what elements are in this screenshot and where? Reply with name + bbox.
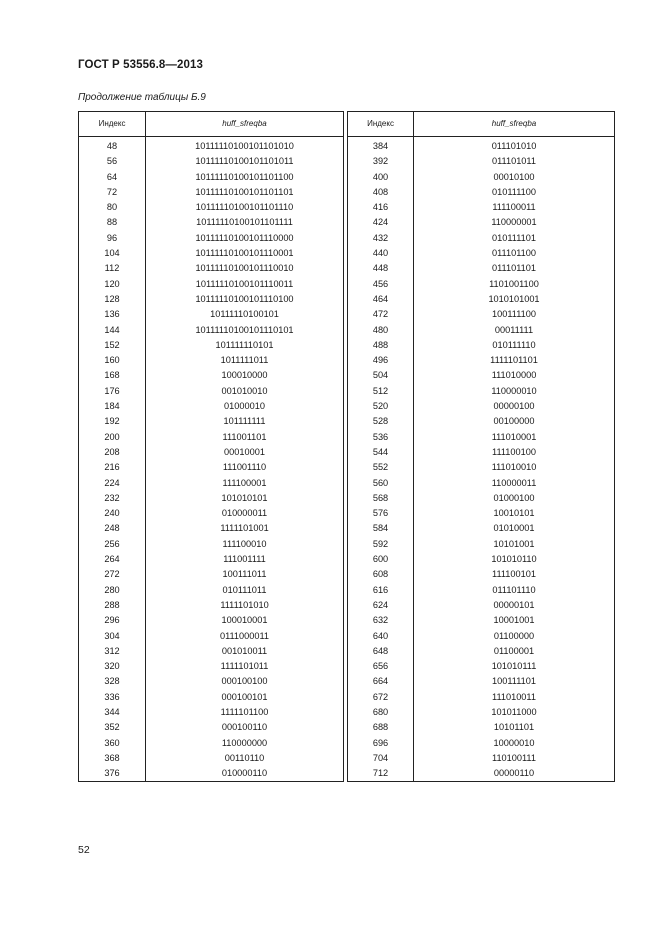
- table-row: [79, 613, 344, 628]
- index-cell: 592: [348, 537, 414, 552]
- table-row: [348, 246, 615, 261]
- index-cell: 224: [79, 476, 146, 491]
- index-cell: 192: [79, 414, 146, 429]
- index-cell: 448: [348, 261, 414, 276]
- index-cell: 216: [79, 460, 146, 475]
- index-cell: 56: [79, 154, 146, 169]
- table-row: [348, 170, 615, 185]
- code-cell: 101010101: [146, 491, 344, 506]
- index-cell: 120: [79, 277, 146, 292]
- table-row: [79, 567, 344, 582]
- index-cell: 600: [348, 552, 414, 567]
- table-row: [348, 368, 615, 383]
- table-row: [79, 445, 344, 460]
- code-cell: 1111101100: [146, 705, 344, 720]
- table-row: [348, 491, 615, 506]
- table-row: [79, 521, 344, 536]
- page-number: 52: [78, 844, 90, 856]
- index-cell: 688: [348, 720, 414, 735]
- table-row: [348, 414, 615, 429]
- code-cell: 00000101: [414, 598, 615, 613]
- code-cell: 1011111011: [146, 353, 344, 368]
- code-cell: 010111100: [414, 185, 615, 200]
- index-cell: 304: [79, 629, 146, 644]
- code-cell: 111010011: [414, 690, 615, 705]
- index-cell: 320: [79, 659, 146, 674]
- table-row: [79, 185, 344, 200]
- index-cell: 160: [79, 353, 146, 368]
- index-cell: 472: [348, 307, 414, 322]
- code-cell: 1111101010: [146, 598, 344, 613]
- table-row: [79, 736, 344, 751]
- table-row: [79, 720, 344, 735]
- code-cell: 10101101: [414, 720, 615, 735]
- index-cell: 272: [79, 567, 146, 582]
- table-row: [79, 430, 344, 445]
- code-cell: 10111110100101110000: [146, 231, 344, 246]
- index-cell: 512: [348, 384, 414, 399]
- code-cell: 101111110101: [146, 338, 344, 353]
- index-cell: 432: [348, 231, 414, 246]
- index-cell: 72: [79, 185, 146, 200]
- index-cell: 328: [79, 674, 146, 689]
- code-cell: 111010000: [414, 368, 615, 383]
- index-cell: 608: [348, 567, 414, 582]
- code-cell: 10111110100101101011: [146, 154, 344, 169]
- code-cell: 000100100: [146, 674, 344, 689]
- code-cell: 10101001: [414, 537, 615, 552]
- index-cell: 104: [79, 246, 146, 261]
- table-row: [79, 552, 344, 567]
- code-cell: 1111101011: [146, 659, 344, 674]
- index-cell: 368: [79, 751, 146, 766]
- index-cell: 520: [348, 399, 414, 414]
- code-cell: 001010011: [146, 644, 344, 659]
- table-row: [79, 338, 344, 353]
- code-cell: 1101001100: [414, 277, 615, 292]
- table-row: [348, 231, 615, 246]
- code-cell: 10111110100101110100: [146, 292, 344, 307]
- table-row: [79, 476, 344, 491]
- index-cell: 488: [348, 338, 414, 353]
- index-cell: 664: [348, 674, 414, 689]
- table-row: [348, 353, 615, 368]
- table-row: [348, 674, 615, 689]
- code-column-header: huff_sfreqba: [146, 112, 344, 137]
- code-cell: 00110110: [146, 751, 344, 766]
- code-cell: 01000010: [146, 399, 344, 414]
- table-row: [79, 659, 344, 674]
- table-row: [348, 598, 615, 613]
- code-cell: 111001101: [146, 430, 344, 445]
- table-row: [348, 705, 615, 720]
- table-row: [348, 751, 615, 766]
- index-cell: 392: [348, 154, 414, 169]
- index-cell: 80: [79, 200, 146, 215]
- table-row: [79, 690, 344, 705]
- index-cell: 344: [79, 705, 146, 720]
- code-cell: 010111110: [414, 338, 615, 353]
- table-row: [79, 399, 344, 414]
- index-cell: 704: [348, 751, 414, 766]
- code-cell: 100010001: [146, 613, 344, 628]
- index-cell: 648: [348, 644, 414, 659]
- table-row: [79, 277, 344, 292]
- index-cell: 312: [79, 644, 146, 659]
- index-cell: 456: [348, 277, 414, 292]
- table-row: [79, 598, 344, 613]
- code-cell: 011101101: [414, 261, 615, 276]
- code-cell: 01010001: [414, 521, 615, 536]
- table-row: [348, 766, 615, 782]
- table-row: [79, 414, 344, 429]
- code-cell: 10111110100101110101: [146, 323, 344, 338]
- code-cell: 110000001: [414, 215, 615, 230]
- index-cell: 480: [348, 323, 414, 338]
- table-caption: Продолжение таблицы Б.9: [78, 92, 206, 103]
- code-cell: 10111110100101101110: [146, 200, 344, 215]
- code-cell: 011101010: [414, 137, 615, 155]
- table-row: [79, 368, 344, 383]
- index-cell: 144: [79, 323, 146, 338]
- table-row: [79, 231, 344, 246]
- code-cell: 10001001: [414, 613, 615, 628]
- table-row: [348, 338, 615, 353]
- table-row: [79, 460, 344, 475]
- index-cell: 616: [348, 583, 414, 598]
- index-cell: 248: [79, 521, 146, 536]
- index-cell: 232: [79, 491, 146, 506]
- table-row: [348, 659, 615, 674]
- index-cell: 496: [348, 353, 414, 368]
- code-cell: 100010000: [146, 368, 344, 383]
- code-cell: 1111101101: [414, 353, 615, 368]
- table-row: [348, 552, 615, 567]
- code-cell: 111001111: [146, 552, 344, 567]
- code-cell: 0111000011: [146, 629, 344, 644]
- table-header-row: [79, 112, 344, 137]
- code-cell: 011101100: [414, 246, 615, 261]
- code-cell: 100111011: [146, 567, 344, 582]
- code-cell: 10010101: [414, 506, 615, 521]
- index-cell: 96: [79, 231, 146, 246]
- index-column-header: Индекс: [348, 112, 414, 137]
- index-cell: 208: [79, 445, 146, 460]
- index-cell: 400: [348, 170, 414, 185]
- table-row: [348, 736, 615, 751]
- code-cell: 00100000: [414, 414, 615, 429]
- code-cell: 101010111: [414, 659, 615, 674]
- table-row: [348, 460, 615, 475]
- code-cell: 111100011: [414, 200, 615, 215]
- table-row: [348, 307, 615, 322]
- table-row: [79, 137, 344, 155]
- index-cell: 288: [79, 598, 146, 613]
- index-cell: 240: [79, 506, 146, 521]
- code-cell: 100111100: [414, 307, 615, 322]
- code-cell: 111001110: [146, 460, 344, 475]
- code-cell: 110000011: [414, 476, 615, 491]
- table-row: [79, 537, 344, 552]
- table-row: [348, 629, 615, 644]
- table-row: [79, 506, 344, 521]
- code-cell: 000100101: [146, 690, 344, 705]
- code-cell: 000100110: [146, 720, 344, 735]
- table-body-right: [348, 137, 615, 782]
- index-cell: 64: [79, 170, 146, 185]
- index-cell: 584: [348, 521, 414, 536]
- index-cell: 280: [79, 583, 146, 598]
- table-row: [348, 430, 615, 445]
- code-cell: 111100100: [414, 445, 615, 460]
- code-cell: 10000010: [414, 736, 615, 751]
- table-row: [348, 292, 615, 307]
- code-cell: 110100111: [414, 751, 615, 766]
- index-cell: 672: [348, 690, 414, 705]
- table-row: [79, 292, 344, 307]
- index-cell: 464: [348, 292, 414, 307]
- table-row: [348, 137, 615, 155]
- table-row: [348, 384, 615, 399]
- table-row: [79, 154, 344, 169]
- table-row: [348, 261, 615, 276]
- table-row: [79, 170, 344, 185]
- index-cell: 152: [79, 338, 146, 353]
- code-cell: 011101011: [414, 154, 615, 169]
- table-row: [79, 384, 344, 399]
- index-cell: 352: [79, 720, 146, 735]
- code-cell: 00011111: [414, 323, 615, 338]
- code-cell: 10111110100101101010: [146, 137, 344, 155]
- index-cell: 656: [348, 659, 414, 674]
- table-row: [79, 215, 344, 230]
- table-row: [348, 323, 615, 338]
- index-cell: 440: [348, 246, 414, 261]
- index-cell: 576: [348, 506, 414, 521]
- document-header: ГОСТ Р 53556.8—2013: [78, 59, 203, 71]
- code-cell: 100111101: [414, 674, 615, 689]
- table-row: [79, 491, 344, 506]
- index-cell: 336: [79, 690, 146, 705]
- index-cell: 416: [348, 200, 414, 215]
- code-cell: 1010101001: [414, 292, 615, 307]
- table-row: [79, 353, 344, 368]
- index-cell: 504: [348, 368, 414, 383]
- table-row: [79, 246, 344, 261]
- index-cell: 200: [79, 430, 146, 445]
- code-cell: 111100101: [414, 567, 615, 582]
- code-cell: 111010010: [414, 460, 615, 475]
- table-row: [348, 215, 615, 230]
- code-cell: 01100000: [414, 629, 615, 644]
- table-row: [348, 154, 615, 169]
- code-cell: 10111110100101: [146, 307, 344, 322]
- index-cell: 48: [79, 137, 146, 155]
- index-cell: 88: [79, 215, 146, 230]
- index-cell: 536: [348, 430, 414, 445]
- code-cell: 001010010: [146, 384, 344, 399]
- table-row: [79, 323, 344, 338]
- index-column-header: Индекс: [79, 112, 146, 137]
- table-row: [79, 766, 344, 782]
- code-cell: 010000011: [146, 506, 344, 521]
- table-row: [79, 629, 344, 644]
- table-row: [348, 613, 615, 628]
- index-cell: 528: [348, 414, 414, 429]
- code-cell: 00000100: [414, 399, 615, 414]
- code-column-header: huff_sfreqba: [414, 112, 615, 137]
- index-cell: 112: [79, 261, 146, 276]
- index-cell: 256: [79, 537, 146, 552]
- table-row: [79, 583, 344, 598]
- table-row: [348, 476, 615, 491]
- index-cell: 632: [348, 613, 414, 628]
- code-cell: 101111111: [146, 414, 344, 429]
- table-row: [348, 644, 615, 659]
- table-row: [348, 445, 615, 460]
- code-cell: 010111101: [414, 231, 615, 246]
- table-row: [348, 537, 615, 552]
- code-cell: 10111110100101101101: [146, 185, 344, 200]
- code-table-left: [78, 111, 344, 782]
- code-cell: 111010001: [414, 430, 615, 445]
- code-cell: 10111110100101101111: [146, 215, 344, 230]
- code-cell: 110000000: [146, 736, 344, 751]
- table-row: [348, 399, 615, 414]
- table-row: [348, 690, 615, 705]
- index-cell: 568: [348, 491, 414, 506]
- code-cell: 00010001: [146, 445, 344, 460]
- table-row: [79, 705, 344, 720]
- code-cell: 10111110100101101100: [146, 170, 344, 185]
- index-cell: 384: [348, 137, 414, 155]
- table-row: [79, 751, 344, 766]
- code-cell: 111100010: [146, 537, 344, 552]
- index-cell: 128: [79, 292, 146, 307]
- code-cell: 01000100: [414, 491, 615, 506]
- index-cell: 296: [79, 613, 146, 628]
- index-cell: 136: [79, 307, 146, 322]
- index-cell: 360: [79, 736, 146, 751]
- code-cell: 010111011: [146, 583, 344, 598]
- code-cell: 101010110: [414, 552, 615, 567]
- index-cell: 552: [348, 460, 414, 475]
- table-row: [348, 277, 615, 292]
- index-cell: 184: [79, 399, 146, 414]
- code-cell: 011101110: [414, 583, 615, 598]
- index-cell: 560: [348, 476, 414, 491]
- code-cell: 00010100: [414, 170, 615, 185]
- table-row: [348, 720, 615, 735]
- code-cell: 1111101001: [146, 521, 344, 536]
- index-cell: 408: [348, 185, 414, 200]
- index-cell: 424: [348, 215, 414, 230]
- table-row: [348, 506, 615, 521]
- code-cell: 10111110100101110010: [146, 261, 344, 276]
- index-cell: 168: [79, 368, 146, 383]
- code-cell: 01100001: [414, 644, 615, 659]
- index-cell: 680: [348, 705, 414, 720]
- code-cell: 010000110: [146, 766, 344, 782]
- table-header-row: [348, 112, 615, 137]
- table-row: [348, 583, 615, 598]
- index-cell: 176: [79, 384, 146, 399]
- index-cell: 696: [348, 736, 414, 751]
- table-row: [79, 307, 344, 322]
- table-row: [79, 200, 344, 215]
- index-cell: 544: [348, 445, 414, 460]
- table-row: [348, 521, 615, 536]
- code-table-right: [347, 111, 615, 782]
- code-cell: 10111110100101110011: [146, 277, 344, 292]
- table-row: [348, 567, 615, 582]
- index-cell: 712: [348, 766, 414, 782]
- table-row: [79, 644, 344, 659]
- code-cell: 00000110: [414, 766, 615, 782]
- index-cell: 376: [79, 766, 146, 782]
- index-cell: 624: [348, 598, 414, 613]
- table-row: [348, 185, 615, 200]
- code-cell: 101011000: [414, 705, 615, 720]
- code-cell: 110000010: [414, 384, 615, 399]
- code-cell: 111100001: [146, 476, 344, 491]
- table-body-left: [79, 137, 344, 782]
- index-cell: 640: [348, 629, 414, 644]
- index-cell: 264: [79, 552, 146, 567]
- table-row: [79, 261, 344, 276]
- code-cell: 10111110100101110001: [146, 246, 344, 261]
- table-row: [79, 674, 344, 689]
- table-row: [348, 200, 615, 215]
